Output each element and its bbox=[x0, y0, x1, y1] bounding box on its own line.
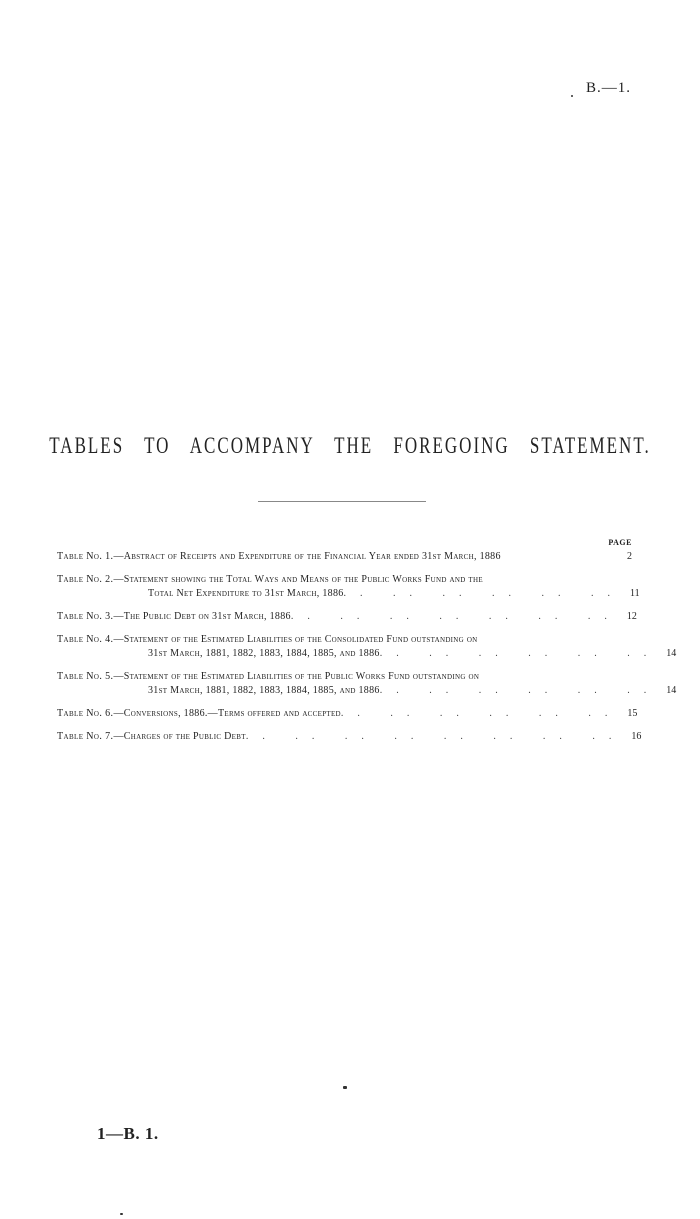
toc-entry-table-5: Table No. 5. —Statement of the Estimated Liabilities of the Public Works Fund outstanding on 31st March, 1881, 1882, 1883, 1884, 1885, and 1886 .. .. .. .. .. .. 14 bbox=[57, 671, 677, 696]
toc-entry-description-continued: 31st March, 1881, 1882, 1883, 1884, 1885, and 1886 bbox=[148, 685, 380, 696]
toc-entry-description: —Conversions, 1886.—Terms offered and accepted bbox=[113, 708, 341, 719]
toc-entry-description: —Statement of the Estimated Liabilities of the Public Works Fund outstanding on bbox=[113, 671, 480, 682]
toc-entry-page: 16 bbox=[631, 731, 642, 742]
page-title: TABLES TO ACCOMPANY THE FOREGOING STATEMENT. bbox=[49, 432, 651, 459]
page-column-heading: PAGE bbox=[608, 538, 632, 547]
print-speck bbox=[343, 1086, 347, 1089]
toc-entry-table-6: Table No. 6. —Conversions, 1886.—Terms offered and accepted .. .. .. .. .. .. 15 bbox=[57, 708, 638, 719]
toc-entry-description: —Statement of the Estimated Liabilities of the Consolidated Fund outstanding on bbox=[113, 634, 478, 645]
toc-entry-table-number: Table No. 5. bbox=[57, 671, 114, 682]
divider-rule bbox=[258, 501, 426, 502]
toc-entry-description: —Abstract of Receipts and Expenditure of the Financial Year ended 31st March, 1886 bbox=[113, 551, 501, 562]
toc-entry-description: —Charges of the Public Debt bbox=[113, 731, 246, 742]
toc-entry-table-7: Table No. 7. —Charges of the Public Debt .. .. .. .. .. .. .. .. 16 bbox=[57, 731, 642, 742]
toc-entry-page: 2 bbox=[627, 551, 632, 562]
toc-entry-table-number: Table No. 2. bbox=[57, 574, 114, 585]
toc-entry-page: 14 bbox=[666, 648, 677, 659]
toc-entry-table-number: Table No. 6. bbox=[57, 708, 114, 719]
toc-entry-description: —Statement showing the Total Ways and Means of the Public Works Fund and the bbox=[113, 574, 483, 585]
print-speck bbox=[571, 95, 573, 97]
toc-entry-table-3: Table No. 3. —The Public Debt on 31st March, 1886 .. .. .. .. .. .. .. 12 bbox=[57, 611, 637, 622]
toc-entry-table-2: Table No. 2. —Statement showing the Total Ways and Means of the Public Works Fund and the Total Net Expenditure to 31st March, 1886 .. .. .. .. .. .. 11 bbox=[57, 574, 640, 599]
print-speck bbox=[120, 1213, 123, 1215]
table-of-contents bbox=[57, 550, 677, 753]
printer-signature: 1—B. 1. bbox=[97, 1124, 159, 1143]
toc-entry-description: —The Public Debt on 31st March, 1886 bbox=[113, 611, 291, 622]
toc-entry-table-4: Table No. 4. —Statement of the Estimated Liabilities of the Consolidated Fund outstanding on 31st March, 1881, 1882, 1883, 1884, 1885, and 1886 .. .. .. .. .. .. 14 bbox=[57, 634, 677, 659]
toc-entry-table-1 bbox=[57, 550, 632, 564]
toc-entry-description-continued: 31st March, 1881, 1882, 1883, 1884, 1885, and 1886 bbox=[148, 648, 380, 659]
toc-entry-page: 11 bbox=[630, 588, 640, 599]
toc-entry-table-number: Table No. 4. bbox=[57, 634, 114, 645]
toc-entry-page: 14 bbox=[666, 685, 677, 696]
document-reference: B.—1. bbox=[586, 80, 632, 96]
toc-entry-page: 12 bbox=[626, 611, 637, 622]
toc-entry-page: 15 bbox=[627, 708, 638, 719]
toc-entry-table-number: Table No. 3. bbox=[57, 611, 114, 622]
toc-entry-table-number: Table No. 7. bbox=[57, 731, 114, 742]
toc-entry-description-continued: Total Net Expenditure to 31st March, 1886 bbox=[148, 588, 344, 599]
toc-entry-table-number: Table No. 1. bbox=[57, 551, 114, 562]
